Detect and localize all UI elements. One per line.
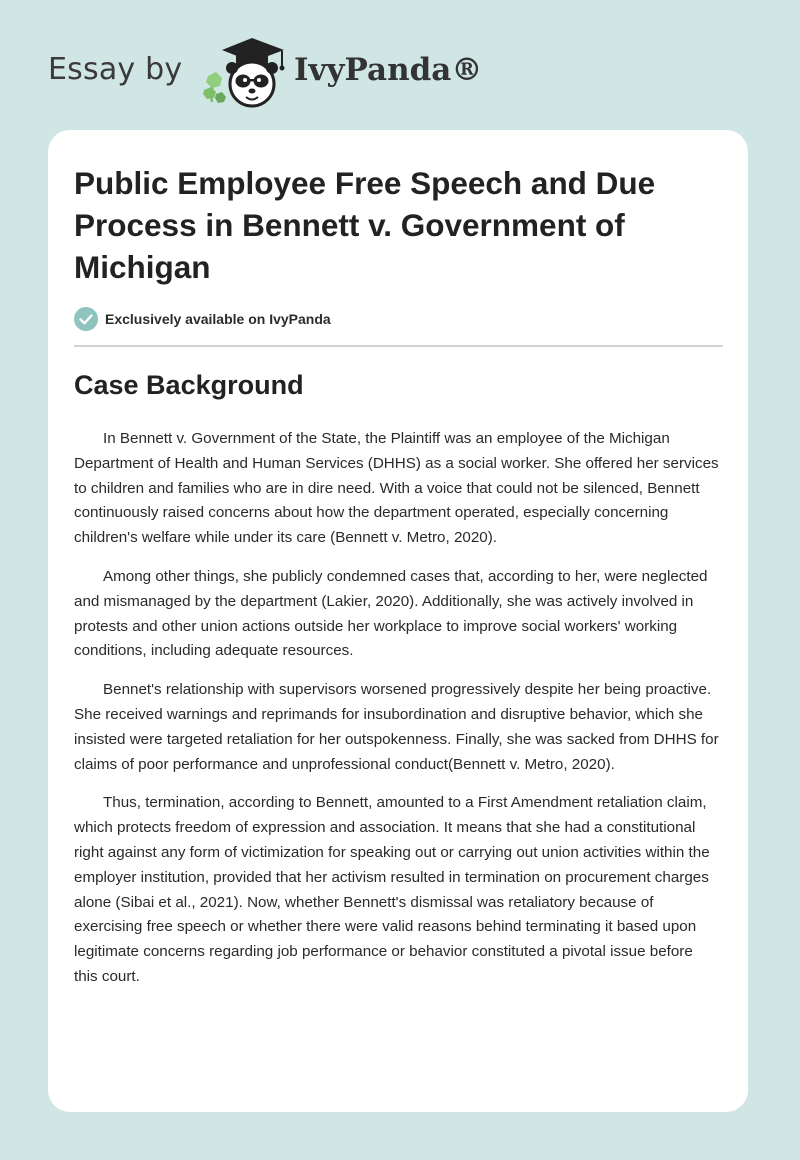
paragraph: Among other things, she publicly condemned cases that, according to her, were neglected and mismanaged by the department (Lakier, 2020). Additionally, she was actively involved in protests and other union actions outside her workplace to improve social workers' working conditions, including adequate resources. [74,567,708,660]
site-header [48,34,548,114]
essay-body [74,427,720,1004]
panda-logo-icon[interactable] [202,36,290,110]
brand-name[interactable]: IvyPanda® [294,52,483,88]
essay-title: Public Employee Free Speech and Due Process in Bennett v. Government of Michigan [74,165,656,285]
essay-by-label: Essay by [48,52,183,87]
paragraph: In Bennett v. Government of the State, the Plaintiff was an employee of the Michigan Department of Health and Human Services (DHHS) as a social worker. She offered her services to children and families who are in dire need. With a voice that could not be silenced, Bennett continuously raised concerns about how the department operated, especially concerning children's welfare while under its care (Bennett v. Metro, 2020). [74,430,719,547]
paragraph: Bennet's relationship with supervisors worsened progressively despite her being proactive. She received warnings and reprimands for insubordination and disruptive behavior, which she insisted were targeted retaliation for her outspokenness. Finally, she was sacked from DHHS for claims of poor performance and unprofessional conduct(Bennett v. Metro, 2020). [74,681,719,773]
exclusive-badge [74,306,331,332]
paragraph: Thus, termination, according to Bennett, amounted to a First Amendment retaliation claim, which protects freedom of expression and association. It means that she had a constitutional right against any form of victimization for speaking out or carrying out union activities within the employer institution, provided that her activism resulted in termination on procurement charges alone (Sibai et al., 2021). Now, whether Bennett's dismissal was retaliatory because of exercising free speech or whether there were valid reasons behind terminating it based upon legitimate concerns regarding job performance or behavior constituted a pivotal issue before this court. [74,794,710,985]
check-circle-icon [74,307,98,331]
section-heading: Case Background [74,370,304,400]
divider [74,345,723,347]
exclusive-badge-label: Exclusively available on IvyPanda [105,311,331,327]
essay-card [48,130,748,1112]
